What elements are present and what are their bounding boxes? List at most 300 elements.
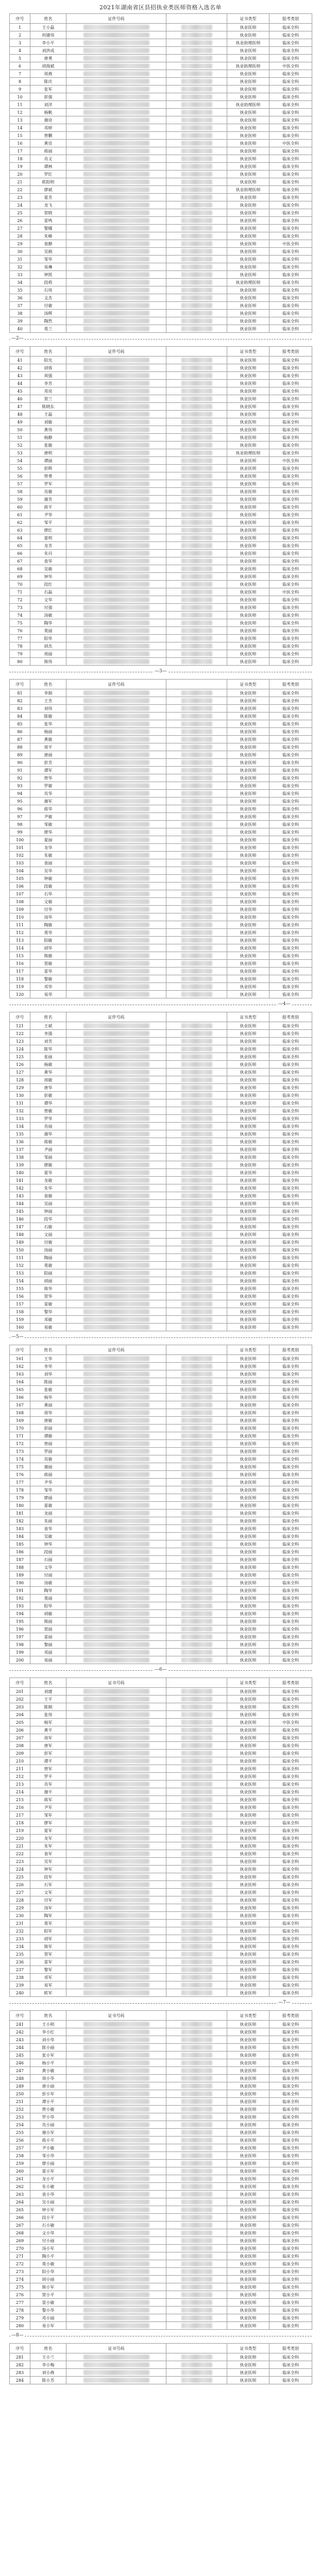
cell-cert-type: 执业医师 (227, 263, 269, 271)
cell-seq: 269 (10, 2237, 30, 2245)
redacted-value (83, 899, 149, 904)
cell-cert-redacted (166, 1455, 227, 1463)
cell-name: 罗军 (30, 480, 66, 488)
cell-seq: 259 (10, 2160, 30, 2167)
redacted-value (181, 806, 212, 811)
redacted-value (83, 1209, 149, 1214)
cell-cert-redacted (166, 2283, 227, 2291)
redacted-value (83, 1301, 149, 1307)
redacted-value (83, 837, 149, 842)
cell-id-redacted (66, 1835, 166, 1842)
cell-id-redacted (66, 1548, 166, 1556)
cell-name: 周丽 (30, 650, 66, 658)
cell-cert-type: 执业医师 (227, 78, 269, 86)
table-row (10, 2021, 312, 2028)
redacted-value (83, 2207, 149, 2212)
cell-name: 黄伟 (30, 426, 66, 434)
redacted-value (83, 202, 149, 208)
cell-id-redacted (66, 2090, 166, 2098)
cell-category: 临床全科 (269, 542, 312, 550)
cell-seq: 160 (10, 1324, 30, 1331)
cell-seq: 69 (10, 573, 30, 581)
cell-id-redacted (66, 751, 166, 759)
cell-seq: 156 (10, 1293, 30, 1300)
cell-cert-redacted (166, 968, 227, 975)
cell-seq: 240 (10, 1989, 30, 1997)
table-row (10, 1277, 312, 1285)
redacted-value (83, 2315, 149, 2320)
table-row (10, 1896, 312, 1904)
cell-cert-redacted (166, 1734, 227, 1742)
redacted-value (181, 102, 212, 107)
redacted-value (83, 1216, 149, 1222)
table-row (10, 217, 312, 225)
cell-seq: 169 (10, 1417, 30, 1425)
cell-category: 临床全科 (269, 519, 312, 527)
cell-cert-type: 执业医师 (227, 1262, 269, 1269)
cell-id-redacted (66, 689, 166, 697)
table-row (10, 612, 312, 619)
cell-cert-redacted (166, 2314, 227, 2322)
table-row (10, 642, 312, 650)
redacted-value (181, 760, 212, 765)
cell-id-redacted (66, 1625, 166, 1633)
cell-name: 杨静 (30, 434, 66, 442)
cell-seq: 101 (10, 844, 30, 852)
table-row (10, 713, 312, 720)
cell-name: 邓军 (30, 1974, 66, 1981)
table-row (10, 1502, 312, 1510)
redacted-value (83, 613, 149, 618)
header-name: 姓名 (30, 347, 66, 357)
redacted-value (181, 1240, 212, 1245)
cell-category: 临床全科 (269, 1432, 312, 1440)
redacted-value (181, 241, 212, 246)
redacted-value (83, 914, 149, 920)
cell-cert-type: 执业医师 (227, 465, 269, 472)
cell-category: 临床全科 (269, 805, 312, 813)
redacted-value (83, 48, 149, 53)
cell-seq: 24 (10, 201, 30, 209)
cell-cert-redacted (166, 1858, 227, 1866)
cell-id-redacted (66, 2214, 166, 2222)
table-row (10, 1223, 312, 1231)
redacted-value (181, 582, 212, 587)
cell-category: 临床全科 (269, 201, 312, 209)
cell-cert-redacted (166, 1262, 227, 1269)
cell-seq: 127 (10, 1069, 30, 1076)
redacted-value (83, 1201, 149, 1206)
cell-cert-type: 执业医师 (227, 1781, 269, 1788)
cell-cert-type: 执业医师 (227, 1038, 269, 1045)
cell-cert-type: 执业医师 (227, 2044, 269, 2052)
redacted-value (83, 775, 149, 781)
cell-seq: 267 (10, 2222, 30, 2229)
cell-cert-redacted (166, 1401, 227, 1409)
table-row (10, 1045, 312, 1053)
cell-category: 临床全科 (269, 813, 312, 821)
cell-category: 临床全科 (269, 2299, 312, 2307)
cell-seq: 188 (10, 1564, 30, 1571)
cell-cert-type: 执业医师 (227, 372, 269, 380)
cell-cert-type: 执业医师 (227, 1370, 269, 1378)
table-row (10, 604, 312, 612)
cell-cert-type: 执业医师 (227, 581, 269, 588)
cell-category: 临床全科 (269, 1076, 312, 1084)
cell-cert-type: 执业医师 (227, 1084, 269, 1092)
cell-seq: 281 (10, 2353, 30, 2361)
redacted-value (83, 2362, 149, 2367)
redacted-value (181, 1697, 212, 1702)
cell-cert-type: 执业医师 (227, 1154, 269, 1161)
cell-category: 临床全科 (269, 642, 312, 650)
cell-cert-type: 执业医师 (227, 1138, 269, 1146)
redacted-value (83, 1797, 149, 1802)
cell-cert-type: 执业医师 (227, 867, 269, 875)
table-row (10, 2059, 312, 2067)
cell-cert-redacted (166, 1750, 227, 1757)
cell-id-redacted (66, 534, 166, 542)
cell-seq: 152 (10, 1262, 30, 1269)
cell-seq: 238 (10, 1974, 30, 1981)
redacted-value (181, 272, 212, 277)
cell-cert-type: 执业医师 (227, 937, 269, 944)
cell-category: 临床全科 (269, 2044, 312, 2052)
table-row (10, 859, 312, 867)
cell-cert-type: 执业助理医师 (227, 101, 269, 109)
cell-name: 钟华 (30, 573, 66, 581)
cell-category: 临床全科 (269, 1773, 312, 1781)
cell-cert-type: 执业医师 (227, 2175, 269, 2183)
cell-cert-type: 执业医师 (227, 1401, 269, 1409)
cell-cert-type: 执业医师 (227, 906, 269, 913)
cell-cert-type: 执业医师 (227, 1486, 269, 1494)
cell-category: 临床全科 (269, 1866, 312, 1873)
cell-name: 莫军 (30, 1920, 66, 1927)
redacted-value (181, 2168, 212, 2174)
redacted-value (83, 891, 149, 896)
cell-id-redacted (66, 434, 166, 442)
cell-cert-type: 执业助理医师 (227, 449, 269, 457)
cell-cert-type: 执业医师 (227, 1192, 269, 1200)
cell-cert-type: 执业医师 (227, 1927, 269, 1935)
cell-name: 易琳 (30, 263, 66, 271)
cell-id-redacted (66, 1858, 166, 1866)
redacted-value (181, 1967, 212, 1972)
header-cert (166, 2011, 227, 2021)
redacted-value (181, 744, 212, 750)
redacted-value (83, 814, 149, 819)
redacted-value (181, 2378, 212, 2383)
cell-cert-redacted (166, 395, 227, 403)
redacted-value (181, 2091, 212, 2096)
cell-cert-redacted (166, 480, 227, 488)
cell-category: 临床全科 (269, 1958, 312, 1966)
cell-cert-redacted (166, 1881, 227, 1889)
cell-id-redacted (66, 2021, 166, 2028)
table-row (10, 1409, 312, 1417)
cell-seq: 223 (10, 1858, 30, 1866)
cell-cert-type: 执业医师 (227, 913, 269, 921)
cell-category: 临床全科 (269, 1696, 312, 1703)
cell-cert-type: 执业医师 (227, 960, 269, 968)
cell-cert-type: 执业医师 (227, 2322, 269, 2330)
cell-cert-redacted (166, 1215, 227, 1223)
cell-id-redacted (66, 2028, 166, 2036)
cell-seq: 26 (10, 217, 30, 225)
cell-category: 临床全科 (269, 2214, 312, 2222)
cell-category: 临床全科 (269, 1966, 312, 1974)
table-row (10, 1200, 312, 1208)
redacted-value (83, 489, 149, 494)
redacted-value (83, 1070, 149, 1075)
redacted-value (83, 63, 149, 69)
cell-cert-redacted (166, 944, 227, 952)
cell-id-redacted (66, 875, 166, 883)
table-row (10, 1293, 312, 1300)
redacted-value (181, 264, 212, 269)
cell-cert-type: 执业医师 (227, 1169, 269, 1177)
table-row (10, 325, 312, 333)
cell-id-redacted (66, 1935, 166, 1943)
cell-seq: 176 (10, 1471, 30, 1479)
cell-name: 廖华 (30, 828, 66, 836)
cell-id-redacted (66, 1107, 166, 1115)
cell-seq: 53 (10, 449, 30, 457)
redacted-value (181, 884, 212, 889)
cell-cert-redacted (166, 217, 227, 225)
cell-name: 彭小军 (30, 2090, 66, 2098)
cell-id-redacted (66, 256, 166, 263)
redacted-value (83, 574, 149, 579)
redacted-value (83, 760, 149, 765)
cell-cert-redacted (166, 372, 227, 380)
cell-category: 临床全科 (269, 1386, 312, 1394)
cell-seq: 234 (10, 1943, 30, 1951)
cell-cert-type: 执业医师 (227, 271, 269, 279)
cell-cert-type: 执业医师 (227, 124, 269, 132)
cell-cert-type: 执业医师 (227, 1920, 269, 1927)
cell-category: 临床全科 (269, 1579, 312, 1587)
cell-name: 汤辉 (30, 310, 66, 317)
cell-id-redacted (66, 488, 166, 496)
cell-cert-type: 执业医师 (227, 844, 269, 852)
table-row (10, 2206, 312, 2214)
cell-name: 邓敏 (30, 1316, 66, 1324)
table-row (10, 906, 312, 913)
redacted-value (181, 1023, 212, 1028)
cell-seq: 134 (10, 1123, 30, 1130)
redacted-value (83, 2246, 149, 2251)
cell-id-redacted (66, 503, 166, 511)
cell-seq: 203 (10, 1703, 30, 1711)
redacted-value (181, 1418, 212, 1423)
cell-category: 临床全科 (269, 2129, 312, 2137)
redacted-value (181, 2076, 212, 2081)
cell-name: 蒋平 (30, 503, 66, 511)
cell-name: 陈晓东 (30, 403, 66, 411)
cell-cert-type: 执业医师 (227, 2369, 269, 2377)
redacted-value (83, 1270, 149, 1276)
cell-cert-redacted (166, 689, 227, 697)
redacted-value (181, 1093, 212, 1098)
redacted-value (181, 891, 212, 896)
cell-seq: 61 (10, 511, 30, 519)
cell-cert-redacted (166, 39, 227, 47)
cell-name: 莫敏 (30, 1262, 66, 1269)
table-row (10, 488, 312, 496)
cell-id-redacted (66, 1448, 166, 1455)
cell-cert-redacted (166, 1579, 227, 1587)
redacted-value (83, 412, 149, 417)
cell-cert-type: 执业医师 (227, 1130, 269, 1138)
cell-name: 邹军 (30, 1811, 66, 1819)
cell-cert-type: 执业医师 (227, 2059, 269, 2067)
cell-cert-type: 执业医师 (227, 403, 269, 411)
cell-seq: 97 (10, 813, 30, 821)
redacted-value (83, 930, 149, 935)
cell-name: 廖小丽 (30, 2160, 66, 2167)
table-row (10, 2369, 312, 2377)
redacted-value (181, 969, 212, 974)
cell-cert-redacted (166, 1316, 227, 1324)
redacted-value (83, 1751, 149, 1756)
table-row (10, 751, 312, 759)
cell-seq: 284 (10, 2377, 30, 2384)
redacted-value (83, 2060, 149, 2065)
roster-table (9, 346, 312, 666)
redacted-value (181, 1619, 212, 1624)
cell-cert-redacted (166, 774, 227, 782)
header-seq: 序号 (10, 14, 30, 24)
cell-seq: 112 (10, 929, 30, 937)
redacted-value (181, 1952, 212, 1957)
cell-category: 中医全科 (269, 1719, 312, 1726)
cell-name: 周燕 (30, 70, 66, 78)
table-row (10, 1842, 312, 1850)
table-row (10, 1958, 312, 1966)
redacted-value (83, 473, 149, 479)
table-row (10, 527, 312, 534)
cell-id-redacted (66, 782, 166, 790)
redacted-value (83, 156, 149, 161)
cell-id-redacted (66, 101, 166, 109)
header-id: 证件号码 (66, 347, 166, 357)
cell-id-redacted (66, 1750, 166, 1757)
redacted-value (83, 117, 149, 123)
cell-category: 临床全科 (269, 1030, 312, 1038)
header-cert-type: 证书类型 (227, 680, 269, 689)
redacted-value (181, 2362, 212, 2367)
header-name: 姓名 (30, 2344, 66, 2353)
cell-category: 临床全科 (269, 411, 312, 418)
redacted-value (83, 443, 149, 448)
redacted-value (83, 1263, 149, 1268)
cell-id-redacted (66, 317, 166, 325)
cell-seq: 154 (10, 1277, 30, 1285)
cell-cert-type: 执业医师 (227, 2307, 269, 2314)
redacted-value (83, 589, 149, 595)
cell-id-redacted (66, 2059, 166, 2067)
table-row (10, 1192, 312, 1200)
redacted-value (83, 698, 149, 703)
cell-id-redacted (66, 573, 166, 581)
cell-cert-redacted (166, 1022, 227, 1030)
redacted-value (181, 1867, 212, 1872)
table-row (10, 1486, 312, 1494)
cell-seq: 132 (10, 1107, 30, 1115)
table-row (10, 968, 312, 975)
cell-name: 彭芳 (30, 759, 66, 767)
cell-category: 临床全科 (269, 720, 312, 728)
cell-id-redacted (66, 1269, 166, 1277)
header-seq: 序号 (10, 2011, 30, 2021)
redacted-value (181, 961, 212, 966)
cell-cert-redacted (166, 1130, 227, 1138)
cell-seq: 237 (10, 1966, 30, 1974)
cell-id-redacted (66, 1146, 166, 1154)
cell-name: 夏明 (30, 534, 66, 542)
cell-cert-redacted (166, 155, 227, 163)
redacted-value (181, 2037, 212, 2042)
cell-name: 蒋华 (30, 805, 66, 813)
cell-cert-redacted (166, 2152, 227, 2160)
cell-cert-redacted (166, 2198, 227, 2206)
table-row (10, 1130, 312, 1138)
cell-cert-redacted (166, 1719, 227, 1726)
table-row (10, 209, 312, 217)
table-row (10, 1781, 312, 1788)
cell-seq: 272 (10, 2260, 30, 2268)
redacted-value (181, 1812, 212, 1818)
cell-cert-type: 执业医师 (227, 294, 269, 302)
cell-id-redacted (66, 2260, 166, 2268)
cell-cert-redacted (166, 2052, 227, 2059)
cell-cert-type: 执业医师 (227, 1409, 269, 1417)
cell-cert-type: 执业医师 (227, 2276, 269, 2283)
cell-cert-type: 执业医师 (227, 1750, 269, 1757)
table-row (10, 2229, 312, 2237)
cell-id-redacted (66, 713, 166, 720)
redacted-value (181, 605, 212, 610)
redacted-value (181, 1085, 212, 1090)
redacted-value (181, 1580, 212, 1585)
cell-cert-redacted (166, 1138, 227, 1146)
redacted-value (181, 1549, 212, 1554)
table-row (10, 78, 312, 86)
table-row (10, 186, 312, 194)
cell-cert-type: 执业助理医师 (227, 39, 269, 47)
cell-id-redacted (66, 2052, 166, 2059)
cell-seq: 63 (10, 527, 30, 534)
cell-category: 临床全科 (269, 627, 312, 635)
table-row (10, 2036, 312, 2044)
cell-category: 临床全科 (269, 1595, 312, 1602)
cell-seq: 67 (10, 557, 30, 565)
cell-name: 汤小军 (30, 2245, 66, 2252)
cell-cert-type: 执业医师 (227, 1556, 269, 1564)
cell-cert-redacted (166, 1200, 227, 1208)
cell-category: 临床全科 (269, 867, 312, 875)
redacted-value (181, 791, 212, 796)
cell-id-redacted (66, 2098, 166, 2106)
redacted-value (83, 1897, 149, 1903)
cell-cert-type: 执业医师 (227, 286, 269, 294)
table-row (10, 109, 312, 116)
cell-name: 谭平 (30, 1757, 66, 1765)
cell-name: 陈小丽 (30, 2044, 66, 2052)
redacted-value (83, 1116, 149, 1121)
